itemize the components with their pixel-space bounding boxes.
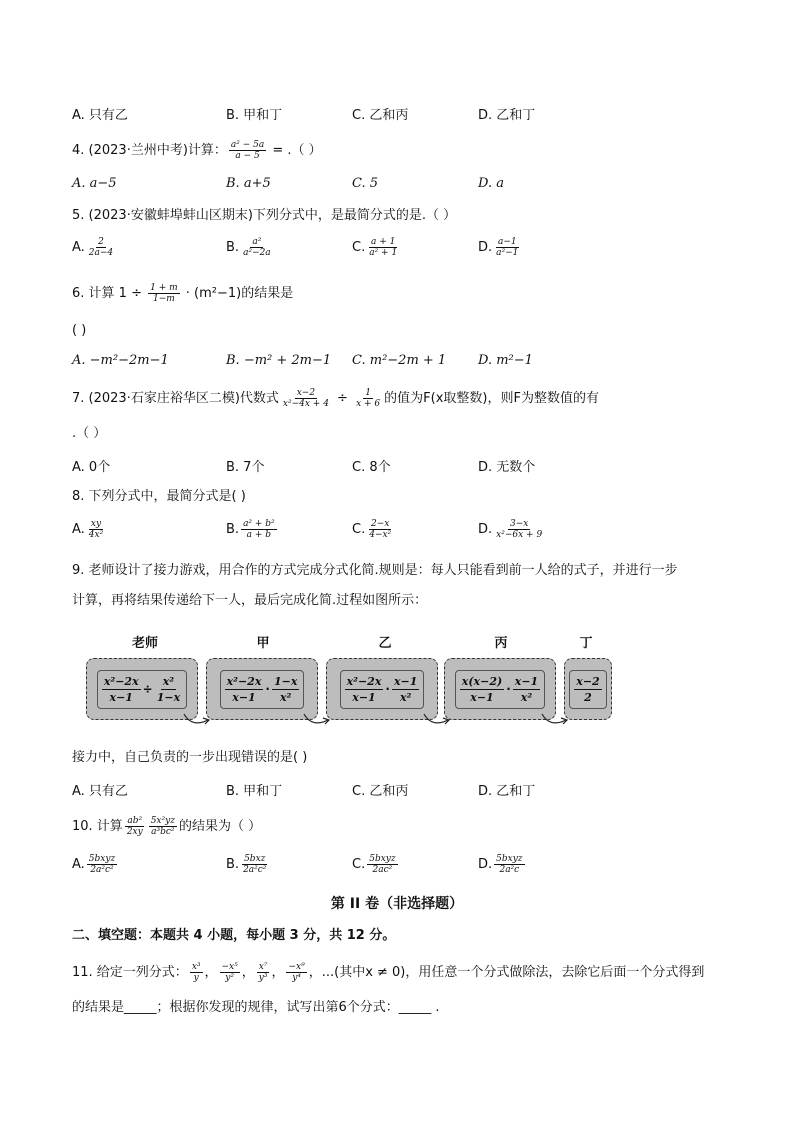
arrow-icon [182,712,212,732]
q4-option-c: C. 5 [352,176,379,191]
stage-box-yi: x²−2x x−1 · x−1 x² [326,658,438,720]
stage-box-teacher: $\frac{\text{x²−2x}}{x-1}$ ÷ $\frac{\text{x²}}{1-x}$ [86,658,198,720]
q9-option-a: A. 只有乙 [72,784,128,799]
q7-option-d: D. 无数个 [478,460,536,475]
q6-option-b: B. −m² + 2m−1 [226,353,332,368]
q10-option-c: C. $\frac{\text{5bxyz}}{\text{2ac²}}$ [352,854,396,875]
section2-heading: 二、填空题：本题共 4 小题，每小题 3 分，共 12 分。 [72,928,396,943]
q8-option-c: C. $\frac{2-x}{\text{4−x²}}$ [352,519,392,540]
q10-option-d: D. $\frac{\text{5bxyz}}{\text{2a²c}}$ [478,854,523,875]
q4-fraction: $\frac{\text{a² − 5a}}{a - 5}$ [230,140,265,161]
q10-option-b: B. $\frac{\text{5bxz}}{\text{2a²c²}}$ [226,854,267,875]
arrow-icon [302,712,332,732]
q10-stem: 10. 计算 $\frac{\text{ab²}}{2xy}$ $\frac{\text{5x²yz}}{\text{a³bc²}}$ 的结果为（ ） [72,816,262,837]
stage-name-jia: 甲 [256,636,270,651]
stage-box-bing: x(x−2) x−1 · x−1 x² [444,658,556,720]
part2-heading: 第 II 卷（非选择题） [330,896,464,912]
q4-option-a: A. a−5 [72,176,117,191]
q3-option-d: D. 乙和丁 [478,108,536,123]
q11-stem: 11. 给定一列分式： $\frac{\text{x³}}{y}$ ， $\frac{\text{−x⁵}}{\text{y²}}$ ， $\frac{\text{x⁷}}{\text{y³}}$ ， $\frac{\text{−x⁹}}{\text{y⁴}}$ ，...(其中x ≠ 0)，用任意一个分式做除法，去除它后面一个分式得到 [72,962,705,983]
q5-option-b: B. $\frac{\text{a²}}{\text{a²−2a}}$ [226,237,271,258]
q8-stem: 8. 下列分式中，最简分式是( ) [72,489,246,504]
q6-option-a: A. −m²−2m−1 [72,353,169,368]
q5-option-a: A. $\frac{2}{2a-4}$ [72,237,114,258]
stage-name-yi: 乙 [378,636,392,651]
q5-option-d: D. $\frac{a-1}{\text{a²−1}}$ [478,237,519,258]
q7-paren: .（ ） [72,426,107,441]
arrow-icon [540,712,570,732]
q9-question: 接力中，自己负责的一步出现错误的是( ) [72,750,308,765]
stage-name-teacher: 老师 [131,636,158,651]
q7-option-c: C. 8个 [352,460,391,475]
q6-stem: 6. 计算 1 ÷ $\frac{1 + m}{1-m}$ · (m²−1)的结果是 [72,283,294,304]
q5-stem: 5. (2023·安徽蚌埠蚌山区期末)下列分式中，是最简分式的是.（ ） [72,208,457,223]
q8-option-d: D. $\frac{3-x}{\text{x²−6x + 9}}$ [478,519,543,540]
q7-stem: 7. (2023·石家庄裕华区二模)代数式 $\frac{x-2}{\text{x²−4x + 4}}$ ÷ $\frac{1}{x + 6}$ 的值为F(x取整数)，则F为整数值的有 [72,388,599,409]
q9-option-c: C. 乙和丙 [352,784,409,799]
stage-box-jia: x²−2x x−1 · 1−x x² [206,658,318,720]
relay-diagram [86,632,676,728]
q9-line2: 计算，再将结果传递给下一人，最后完成化简.过程如图所示： [72,593,428,608]
q5-option-c: C. $\frac{a + 1}{\text{a² + 1}}$ [352,237,398,258]
q9-option-d: D. 乙和丁 [478,784,536,799]
q6-option-d: D. m²−1 [478,353,533,368]
q8-option-b: B. $\frac{\text{a² + b²}}{a + b}$ [226,519,275,540]
q10-option-a: A. $\frac{\text{5bxyz}}{\text{2a²c²}}$ [72,854,116,875]
q7-option-b: B. 7个 [226,460,265,475]
q9-line1: 9. 老师设计了接力游戏，用合作的方式完成分式化简.规则是：每人只能看到前一人给的式子，并进行一步 [72,563,678,578]
q8-option-a: A. $\frac{xy}{\text{4x²}}$ [72,519,104,540]
arrow-icon [422,712,452,732]
q3-option-c: C. 乙和丙 [352,108,409,123]
q4-option-b: B. a+5 [226,176,271,191]
stage-name-ding: 丁 [579,636,593,651]
q11-line2: 的结果是_____；根据你发现的规律，试写出第6个分式：_____ . [72,1000,440,1015]
q4-stem: 4. (2023·兰州中考)计算： $\frac{\text{a² − 5a}}{a - 5}$ = .（ ） [72,140,322,161]
q6-option-c: C. m²−2m + 1 [352,353,447,368]
q3-option-b: B. 甲和丁 [226,108,283,123]
q7-option-a: A. 0个 [72,460,111,475]
q9-option-b: B. 甲和丁 [226,784,283,799]
q6-paren: ( ) [72,323,87,338]
stage-name-bing: 丙 [494,636,508,651]
q3-option-a: A. 只有乙 [72,108,128,123]
q4-option-d: D. a [478,176,504,191]
q6-fraction: $\frac{1 + m}{1-m}$ [150,283,178,304]
stage-box-ding: x−2 2 [564,658,612,720]
